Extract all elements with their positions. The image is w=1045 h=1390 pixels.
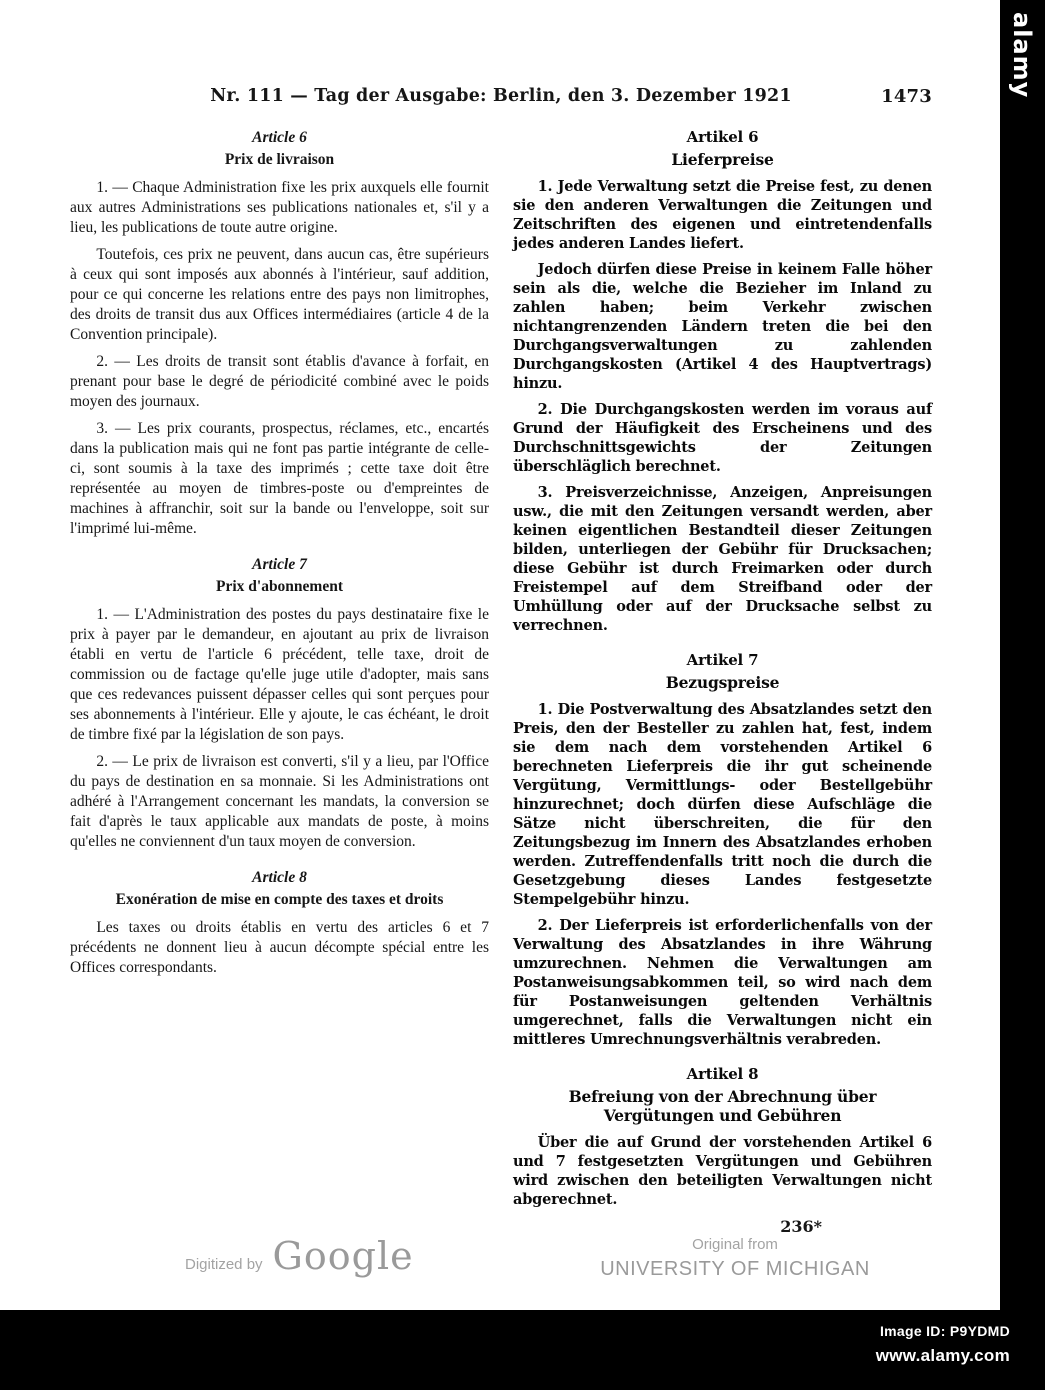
- image-id-label: Image ID: P9YDMD: [879, 1323, 1010, 1339]
- artikel-8-heading-de: Artikel 8: [686, 1065, 759, 1083]
- paragraph: 1. Die Postverwaltung des Absatzlandes setzt den Preis, den der Besteller zu zahlen hat, fest, indem sie dem nach dem vorstehenden Artikel 6 berechneten Lieferpreis die ihr gut scheinende Vergütung, Vermittlungs- oder Bestellgebühr hinzurechnet; doch dürfen diese Aufschläge die Sätze nicht überschreiten, die für den Zeitungsbezug im Innern des Absatzlandes erhoben werden. Zutreffendenfalls tritt noch die durch die Gesetzgebung dieses Landes festgesetzte Stempelgebühr hinzu.: [513, 701, 932, 908]
- artikel-7-heading-de: Artikel 7: [686, 651, 759, 669]
- article-7-subheading-fr: Prix d'abonnement: [215, 578, 344, 595]
- artikel-8-subheading-de: Befreiung von der Abrechnung über Vergütungen und Gebühren: [568, 1087, 877, 1125]
- article-7-heading-fr: Article 7: [252, 556, 307, 573]
- page-header: [70, 86, 932, 106]
- header-title: Nr. 111 — Tag der Ausgabe: Berlin, den 3. Dezember 1921: [210, 86, 792, 106]
- university-watermark: [600, 1236, 870, 1281]
- alamy-url: www.alamy.com: [875, 1346, 1010, 1365]
- artikel-6-subheading-de: Lieferpreise: [671, 150, 774, 169]
- google-watermark: [185, 1234, 414, 1278]
- paragraph: 2. — Le prix de livraison est converti, s'il y a lieu, par l'Office du pays de destination en sa monnaie. Si les Administrations ont adhéré à l'Arrangement concernant les mandats, la conversion se fait d'après le taux applicable aux mandats de poste, à moins qu'elles ne conviennent d'un taux moyen de conversion.: [70, 753, 489, 850]
- digitized-by-label: Digitized by: [185, 1256, 263, 1273]
- alamy-bottom-bar: [0, 1310, 1045, 1390]
- two-column-layout: [70, 126, 932, 1209]
- article-8-subheading-fr: Exonération de mise en compte des taxes et droits: [115, 891, 444, 908]
- paragraph: 2. — Les droits de transit sont établis d'avance à forfait, en prenant pour base le degré de périodicité combiné avec le poids moyen des journaux.: [70, 353, 489, 410]
- alamy-logo: alamy: [1008, 12, 1036, 99]
- paragraph: Les taxes ou droits établis en vertu des articles 6 et 7 précédents ne donnent lieu à aucun décompte spécial entre les Offices correspondants.: [70, 919, 489, 976]
- page-number: 1473: [881, 86, 932, 107]
- paragraph: Toutefois, ces prix ne peuvent, dans aucun cas, être supérieurs à ceux qui sont imposés aux abonnés à l'intérieur, sauf addition, pour ce qui concerne les relations entre des pays non limitrophes, des droits de transit dus aux Offices intermédiaires (article 4 de la Convention principale).: [70, 246, 489, 343]
- artikel-6-heading-de: Artikel 6: [686, 128, 759, 146]
- paragraph: 1. — Chaque Administration fixe les prix auxquels elle fournit aux autres Administrations ses publications nationales et, s'il y a lieu, les publications de toute autre origine.: [70, 179, 489, 236]
- google-logo: Google: [272, 1234, 414, 1278]
- article-6-heading-fr: Article 6: [252, 129, 307, 146]
- signature-mark: 236*: [780, 1217, 822, 1236]
- paragraph: 1. — L'Administration des postes du pays destinataire fixe le prix à payer par le demandeur, en ajoutant au prix de livraison établi en vertu de l'article 6 précédent, telle taxe, droit de commission ou de factage qu'elle juge utile d'adopter, mais sans que ces redevances puissent dépasser celles qui sont perçues pour ses abonnements à l'intérieur. Elle y ajoute, le cas échéant, le droit de timbre fixé par la législation de son pays.: [70, 606, 489, 743]
- alamy-info-block: [876, 1323, 1010, 1366]
- artikel-7-subheading-de: Bezugspreise: [665, 673, 780, 692]
- paragraph: Jedoch dürfen diese Preise in keinem Falle höher sein als die, welche die Bezieher im Inland zu zahlen haben; beim Verkehr zwischen nichtangrenzenden Ländern treten die bei den Durchgangsverwaltungen zu zahlenden Durchgangskosten (Artikel 4 des Hauptvertrags) hinzu.: [513, 261, 932, 392]
- paragraph: 1. Jede Verwaltung setzt die Preise fest, zu denen sie den anderen Verwaltungen die Zeitungen und Zeitschriften des eigenen und eintretendenfalls jedes anderen Landes liefert.: [513, 178, 932, 252]
- paragraph: 3. Preisverzeichnisse, Anzeigen, Anpreisungen usw., die mit den Zeitungen versandt werden, aber keinen eigentlichen Bestandteil dieser Zeitungen bilden, unterliegen der Gebühr für Drucksachen; diese Gebühr ist durch Freimarken oder durch Freistempel auf dem Streifband oder der Umhüllung oder auf der Drucksache selbst zu verrechnen.: [513, 484, 932, 634]
- german-column: [513, 126, 932, 1209]
- university-name: UNIVERSITY OF MICHIGAN: [600, 1258, 870, 1280]
- paragraph: 2. Die Durchgangskosten werden im voraus auf Grund der Häufigkeit des Erscheinens und des Durchschnittsgewichts der Zeitungen überschläglich berechnet.: [513, 401, 932, 475]
- original-from-label: Original from: [692, 1236, 778, 1253]
- alamy-sidebar: [1000, 0, 1045, 1390]
- article-6-subheading-fr: Prix de livraison: [224, 151, 335, 168]
- paragraph: 3. — Les prix courants, prospectus, réclames, etc., encartés dans la publication mais qui ne font pas partie intégrante de celle-ci, sont soumis à la taxe des imprimés ; cette taxe doit être représentée au moyen de timbres-poste ou d'empreintes de machines à affranchir, soit sur la bande ou l'enveloppe, soit sur l'imprimé lui-même.: [70, 420, 489, 537]
- paragraph: Über die auf Grund der vorstehenden Artikel 6 und 7 festgesetzten Vergütungen und Gebühren wird zwischen den beteiligten Verwaltungen nicht abgerechnet.: [513, 1134, 932, 1208]
- article-8-heading-fr: Article 8: [252, 869, 307, 886]
- paragraph: 2. Der Lieferpreis ist erforderlichenfalls von der Verwaltung des Absatzlandes in ihre Währung umzurechnen. Nehmen die Verwaltungen am Postanweisungsabkommen teil, so wird nach dem für Postanweisungen geltenden Verhältnis umgerechnet, falls die Verwaltungen nicht ein mittleres Umrechnungsverhältnis verabreden.: [513, 917, 932, 1048]
- french-column: [70, 126, 489, 1209]
